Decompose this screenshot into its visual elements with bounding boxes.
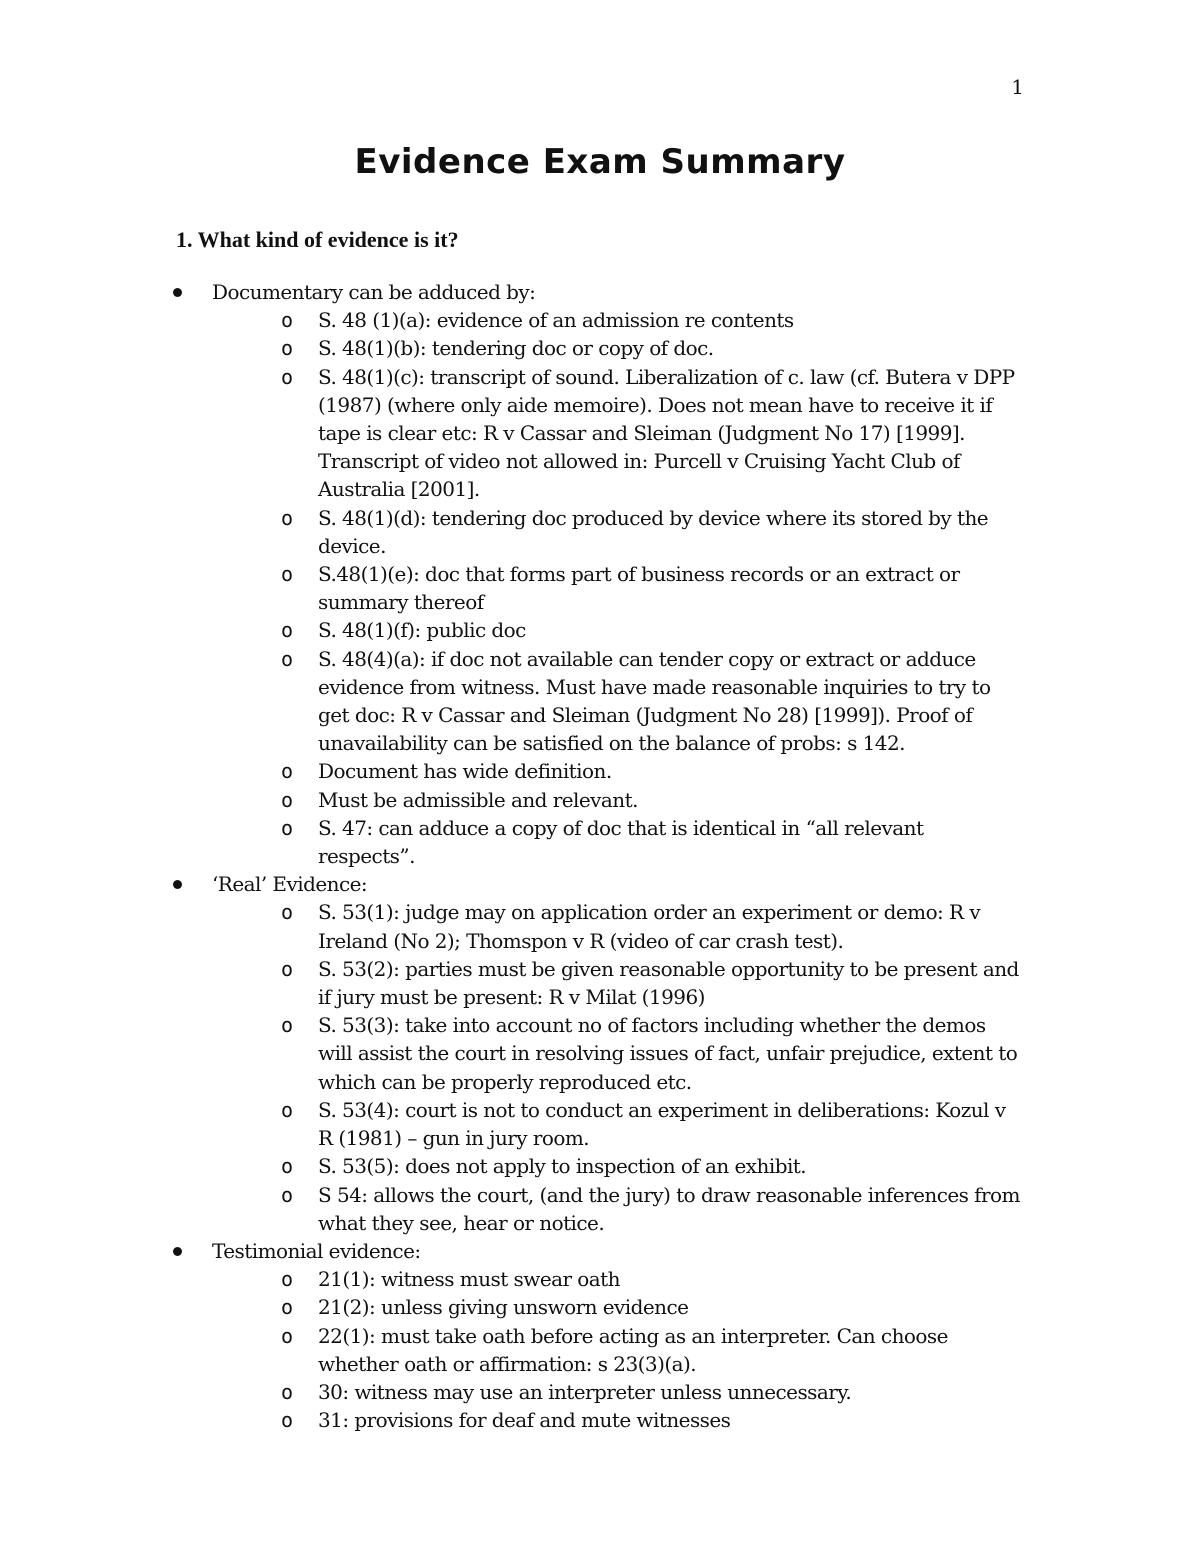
sub-list-item bbox=[0, 1152, 1024, 1180]
sub-list bbox=[0, 1265, 1200, 1434]
hollow-bullet-icon: o bbox=[281, 336, 294, 361]
sub-list-item bbox=[0, 363, 1024, 504]
hollow-bullet-icon: o bbox=[281, 1379, 294, 1404]
sub-item-text: S. 48(1)(f): public doc bbox=[318, 618, 526, 643]
hollow-bullet-icon: o bbox=[281, 815, 294, 840]
sub-list-item bbox=[0, 786, 1024, 814]
sub-list-item bbox=[0, 306, 1024, 334]
hollow-bullet-icon: o bbox=[281, 900, 294, 925]
sub-list-item bbox=[0, 955, 1024, 1011]
sub-item-text: S. 53(4): court is not to conduct an experiment in deliberations: Kozul v R (1981) – gun in jury room. bbox=[318, 1097, 1006, 1151]
hollow-bullet-icon: o bbox=[281, 956, 294, 981]
bullet-dot-icon bbox=[173, 880, 182, 889]
sub-item-text: 21(2): unless giving unsworn evidence bbox=[318, 1295, 689, 1320]
sub-list-item bbox=[0, 1293, 1024, 1321]
hollow-bullet-icon: o bbox=[281, 364, 294, 389]
hollow-bullet-icon: o bbox=[281, 759, 294, 784]
sub-list-item bbox=[0, 1096, 1024, 1152]
hollow-bullet-icon: o bbox=[281, 1295, 294, 1320]
hollow-bullet-icon: o bbox=[281, 562, 294, 587]
sub-list-item bbox=[0, 504, 1024, 560]
section-heading: 1. What kind of evidence is it? bbox=[176, 227, 459, 252]
sub-list-item bbox=[0, 1406, 1024, 1434]
sub-list-item bbox=[0, 645, 1024, 758]
hollow-bullet-icon: o bbox=[281, 1408, 294, 1433]
sub-list-item bbox=[0, 1181, 1024, 1237]
sub-list bbox=[0, 306, 1200, 870]
sub-list-item bbox=[0, 1378, 1024, 1406]
sub-list-item bbox=[0, 898, 1024, 954]
hollow-bullet-icon: o bbox=[281, 1182, 294, 1207]
bullet-label: Documentary can be adduced by: bbox=[212, 280, 536, 304]
sub-item-text: 30: witness may use an interpreter unless unnecessary. bbox=[318, 1379, 852, 1404]
sub-item-text: S. 48 (1)(a): evidence of an admission re contents bbox=[318, 308, 794, 333]
sub-list-item bbox=[0, 334, 1024, 362]
sub-list-item bbox=[0, 560, 1024, 616]
hollow-bullet-icon: o bbox=[281, 1097, 294, 1122]
sub-item-text: Document has wide definition. bbox=[318, 759, 612, 784]
sub-item-text: S. 47: can adduce a copy of doc that is identical in “all relevant respects”. bbox=[318, 815, 924, 869]
hollow-bullet-icon: o bbox=[281, 308, 294, 333]
sub-item-text: S. 48(1)(d): tendering doc produced by device where its stored by the device. bbox=[318, 505, 989, 558]
sub-item-text: 31: provisions for deaf and mute witnesses bbox=[318, 1408, 731, 1433]
sub-item-text: S. 48(1)(c): transcript of sound. Liberalization of c. law (cf. Butera v DPP (1987) (where only aide memoire). Does not mean have to receive it if tape is clear etc: R v Cassar and Sleiman (Judgment No 17) [1999]. Transcript of video not allowed in: Purcell v Cruising Yacht Club of Australia [2001]. bbox=[318, 364, 1015, 502]
sub-item-text: S. 53(2): parties must be given reasonable opportunity to be present and if jury must be present: R v Milat (1996) bbox=[318, 956, 1019, 1010]
sub-list-item bbox=[0, 814, 1024, 870]
sub-item-text: Must be admissible and relevant. bbox=[318, 787, 638, 812]
sub-item-text: S. 53(1): judge may on application order an experiment or demo: R v Ireland (No 2); Thomspon v R (video of car crash test). bbox=[318, 900, 981, 953]
sub-list bbox=[0, 898, 1200, 1236]
hollow-bullet-icon: o bbox=[281, 1323, 294, 1348]
page-number: 1 bbox=[1011, 75, 1024, 99]
hollow-bullet-icon: o bbox=[281, 1154, 294, 1179]
bullet-item bbox=[0, 1237, 1200, 1265]
bullet-label: ‘Real’ Evidence: bbox=[212, 872, 368, 897]
sub-list-item bbox=[0, 757, 1024, 785]
hollow-bullet-icon: o bbox=[281, 646, 294, 671]
hollow-bullet-icon: o bbox=[281, 618, 294, 643]
sub-list-item bbox=[0, 1322, 1024, 1378]
sub-item-text: S. 48(4)(a): if doc not available can tender copy or extract or adduce evidence from witness. Must have made reasonable inquiries to try to get doc: R v Cassar and Sleiman (Judgment No 28) [1999]). Proof of unavailability can be satisfied on the balance of probs: s 142. bbox=[318, 646, 991, 756]
sub-list-item bbox=[0, 616, 1024, 644]
document-title: Evidence Exam Summary bbox=[354, 142, 846, 182]
hollow-bullet-icon: o bbox=[281, 505, 294, 530]
sub-list-item bbox=[0, 1011, 1024, 1096]
bullet-dot-icon bbox=[173, 288, 182, 297]
summary-content bbox=[0, 278, 1200, 1434]
sub-item-text: 21(1): witness must swear oath bbox=[318, 1267, 620, 1292]
bullet-dot-icon bbox=[173, 1247, 182, 1256]
sub-item-text: S. 48(1)(b): tendering doc or copy of doc. bbox=[318, 336, 714, 361]
sub-item-text: S. 53(3): take into account no of factors including whether the demos will assist the court in resolving issues of fact, unfair prejudice, extent to which can be properly reproduced etc. bbox=[318, 1013, 1018, 1094]
sub-item-text: S.48(1)(e): doc that forms part of business records or an extract or summary thereof bbox=[318, 562, 960, 615]
hollow-bullet-icon: o bbox=[281, 787, 294, 812]
sub-item-text: 22(1): must take oath before acting as an interpreter. Can choose whether oath or affirmation: s 23(3)(a). bbox=[318, 1323, 948, 1376]
bullet-label: Testimonial evidence: bbox=[212, 1238, 421, 1263]
bullet-item bbox=[0, 870, 1200, 898]
sub-item-text: S 54: allows the court, (and the jury) to draw reasonable inferences from what they see, hear or notice. bbox=[318, 1182, 1020, 1235]
bullet-item bbox=[0, 278, 1200, 306]
hollow-bullet-icon: o bbox=[281, 1267, 294, 1292]
sub-item-text: S. 53(5): does not apply to inspection of an exhibit. bbox=[318, 1154, 807, 1179]
sub-list-item bbox=[0, 1265, 1024, 1293]
hollow-bullet-icon: o bbox=[281, 1013, 294, 1038]
